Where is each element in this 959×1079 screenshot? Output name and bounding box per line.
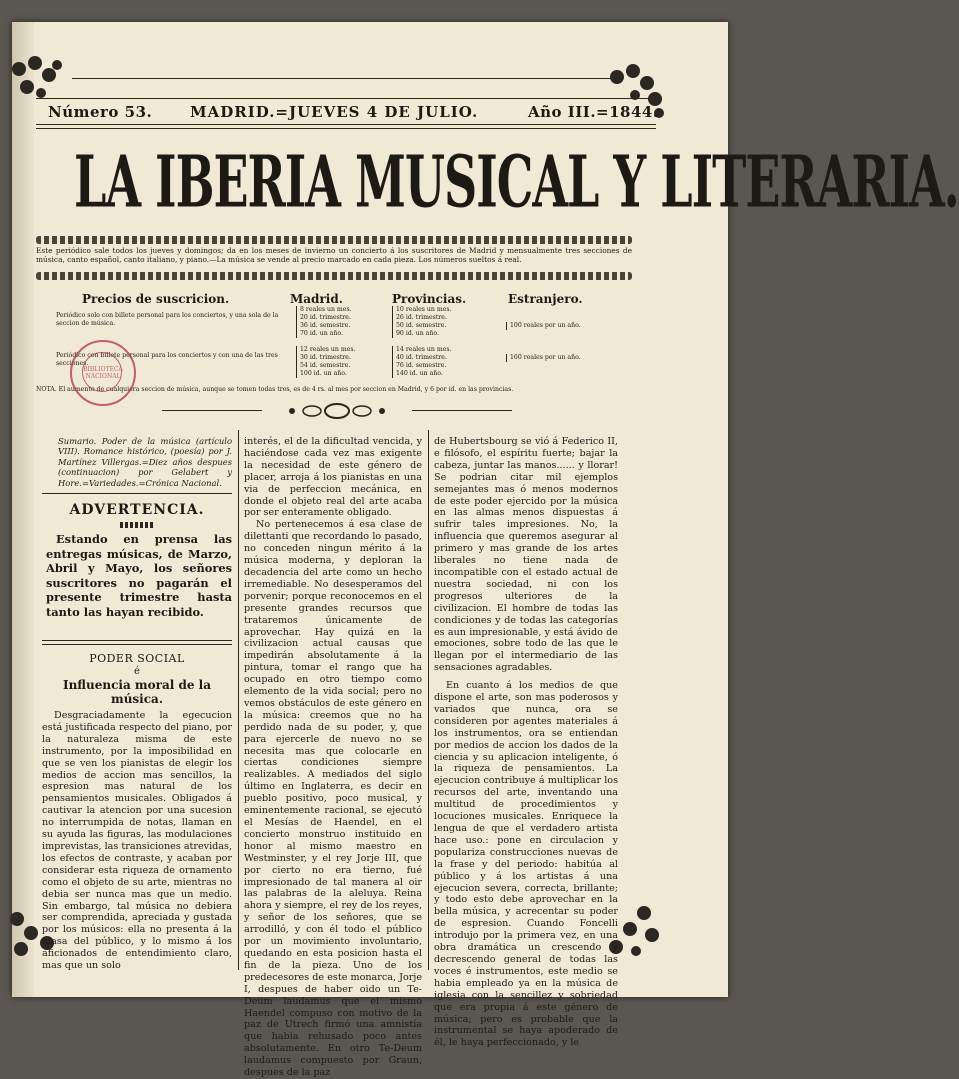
masthead-title: LA IBERIA MUSICAL Y LITERARIA. — [74, 140, 959, 224]
advertencia-ornament — [120, 522, 154, 528]
dateline: MADRID.=JUEVES 4 DE JULIO. — [190, 103, 479, 121]
chain-rule-top — [36, 236, 632, 244]
article-title: Influencia moral de la música. — [62, 678, 212, 706]
column-divider-2 — [428, 430, 429, 970]
chain-rule-bottom — [36, 272, 632, 280]
extranjero-heading: Estranjero. — [508, 292, 583, 306]
provincias-prices-2: 14 reales un mes. 40 id. trimestre. 76 id. semestre. 140 id. un año. — [392, 346, 496, 378]
issue-number: Número 53. — [48, 103, 153, 121]
header-top-rule — [36, 98, 656, 99]
article-kicker: PODER SOCIAL — [89, 652, 185, 665]
article-e: é — [134, 666, 140, 677]
provincias-heading: Provincias. — [392, 292, 467, 306]
top-rule — [72, 78, 612, 79]
column-3-body: de Hubertsbourg se vió á Federico II, e filósofo, el espíritu fuerte; bajar la cabeza, juntar las manos...... y llorar! Se podrian citar mil ejemplos semejantes mas ó menos modernos de este poder ejercido por la música en las almas menos dispuestas á sufrir tales impresiones. No, la influencia que queremos asegurar al primero y mas grande de los artes liberales no tiene nada de incompatible con el estado actual de nuestra sociedad, ni con los progresos ulteriores de la civilizacion. El hombre de todas las condiciones y de todas las categorías es aun impresionable, y está ávido de emociones, sobre todo de las que le llegan por el intermediario de las sensaciones agradables. En cuanto á los medios de que dispone el arte, son mas poderosos y variados que nunca, ora se consideren por agentes materiales á los instrumentos, ora se entiendan por medios de accion los dados de la ciencia y su aplicacion inteligente, ó la riqueza de pensamientos. La ejecucion contribuye á multiplicar los recursos del arte, inventando una multitud de procedimientos y locuciones musicales. Enriquece la lengua de que el verdadero artista hace uso.: pone en circulacion y populariza construcciones nuevas de la frase y del periodo: habitúa al público y á los artistas á una ejecucion severa, correcta, brillante; y todo esto debe aprovechar en la bella música, y acrecentar su poder de espresion. Cuando Foncelli introdujo por la primera vez, en una obra dramática un crescendo y decrescendo general de todas las voces é instrumentos, este medio se habia empleado ya en la música de iglesia con la sencillez y sobriedad que era propia á este género de música; pero es probable que la instrumental se haya apoderado de él, le haya perfeccionado, y le — [434, 436, 618, 1049]
extranjero-price-2: 160 reales por un año. — [506, 354, 581, 362]
price-row2-label: Periódico con billete personal para los conciertos y con una de las tres secciones. — [56, 352, 278, 367]
column-1-body: Desgraciadamente la egecucion está justificada respecto del piano, por la naturaleza misma de este instrumento, por la imposibilidad en que se ven los pianistas de elegir los medios de accion mas sencillos, la espresion mas natural de los pensamientos musicales. Obligados á cautivar la atencion por una sucesion no interrumpida de notas, llaman en su ayuda las figuras, las modulaciones imprevistas, las transiciones atrevidas, los efectos de contraste, y acaban por considerar esta riqueza de ornamento como el objeto de su arte, mientras no debia ser nunca mas que un medio. Sin embargo, tal música no debiera ser comprendida, apreciada y gustada por los músicos: ella no presenta á la masa del público, y lo mismo á los aficionados de entendimiento claro, mas que un solo — [42, 710, 232, 972]
ornament-line-right — [412, 410, 512, 411]
advertencia-title: ADVERTENCIA. — [69, 502, 205, 518]
extranjero-price-1: 100 reales por un año. — [506, 322, 581, 330]
column-2-body: interés, el de la dificultad vencida, y haciéndose cada vez mas exigente la necesidad de este género de placer, arroja á los pianistas en una via de perfeccion mecánica, en donde el objeto real del arte acaba por ser enteramente obligado. No pertenecemos á esa clase de dilettanti que recordando lo pasado, no conceden ningun mérito á la música moderna, y deploran la decadencia del arte como un hecho irremediable. No desesperamos del porvenir; porque reconocemos en el presente grandes recursos que trataremos únicamente de aprovechar. Hay quizá en la civilizacion actual causas que impedirán absolutamente á la pintura, tomar el rango que ha ocupado en otro tiempo como elemento de la vida social; pero no vemos obstáculos de este género en la música: creemos que no ha perdido nada de su poder, y, que para ejercerle de nuevo no se necesita mas que colocarle en ciertas condiciones siempre realizables. A mediados del siglo último en Inglaterra, es decir en pueblo positivo, poco musical, y eminentemente racional, se ejecutó el Mesías de Haendel, en el concierto monstruo instituido en honor al mismo maestro en Westminster, y el rey Jorje III, que por cierto no era tierno, fué impresionado de tal manera al oir las palabras de la aleluya. Reina ahora y siempre, el rey de los reyes, y señor de los señores, que se arrodilló, y con él todo el público por un movimiento involuntario, quedando en esta posicion hasta el fin de la pieza. Uno de los predecesores de este monarca, Jorje I, despues de haber oido un Te-Deum laudamus que el mismo Haendel compuso con motivo de la paz de Utrech firmó una amnistía que habia rehusado poco antes absolutamente. En otro Te-Deum laudamus compuesto por Graun, despues de la paz — [244, 436, 422, 1079]
advertencia-text: Estando en prensa las entregas músicas, de Marzo, Abril y Mayo, los señores suscritores no pagarán el presente trimestre hasta tanto las hayan recibido. — [46, 532, 232, 619]
intro-text: Este periódico sale todos los jueves y domingos; da en los meses de invierno un concierto á los suscritores de Madrid y mensualmente tres secciones de música, canto español, canto italiano, y piano.—La música se vende al precio marcado en cada pieza. Los números sueltos á real. — [36, 246, 632, 264]
library-stamp: BIBLIOTECA NACIONAL — [70, 340, 136, 406]
prices-nota: NOTA. El aumento de cualquiera seccion de música, aunque se tomen todas tres, es de 4 rs. al mes por seccion en Madrid, y 6 por id. en las provincias. — [36, 386, 514, 393]
madrid-prices-2: 12 reales un mes. 30 id. trimestre. 54 id. semestre. 100 id. un año. — [296, 346, 396, 378]
column-divider-1 — [238, 430, 239, 970]
year: Año III.=1844. — [528, 103, 659, 121]
sumario-rule — [42, 493, 232, 494]
ornament-line-left — [162, 410, 262, 411]
provincias-prices-1: 10 reales un mes. 26 id. trimestre. 50 id. semestre. 90 id. un año. — [392, 306, 496, 338]
madrid-prices-1: 8 reales un mes. 20 id. trimestre. 36 id. semestre. 70 id. un año. — [296, 306, 396, 338]
prices-heading: Precios de suscricion. — [82, 292, 230, 306]
price-row1-label: Periódico solo con billete personal para los conciertos, y una sola de la seccion de música. — [56, 312, 279, 327]
newspaper-page — [12, 22, 959, 1079]
header-bottom-rule — [36, 124, 656, 129]
page-fold-shadow — [12, 22, 34, 997]
advertencia-rule — [42, 640, 232, 645]
madrid-heading: Madrid. — [290, 292, 343, 306]
sumario: Sumario. Poder de la música (artículo VIII). Romance histórico, (poesía) por J. Martínez Villergas.=Diez años despues (continuacion) por Gelabert y Hore.=Variedades.=Crónica Nacional. — [58, 436, 232, 488]
ornament-divider — [262, 402, 412, 420]
